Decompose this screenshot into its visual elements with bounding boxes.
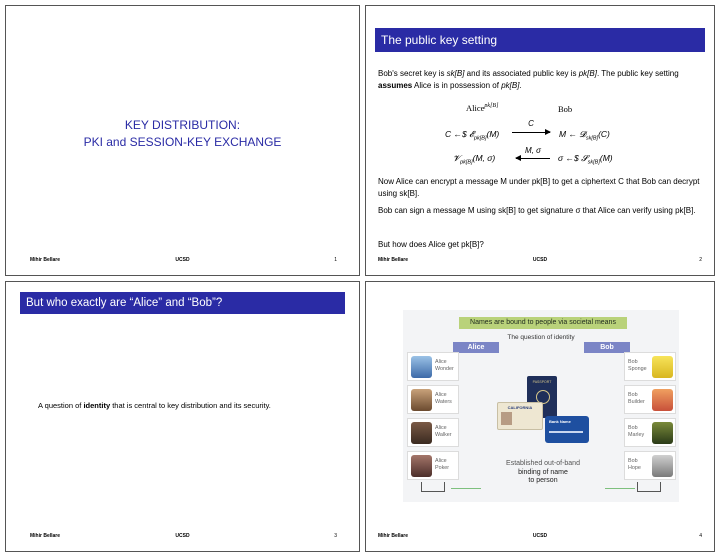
footer-author: Mihir Bellare — [30, 257, 61, 263]
alice-card — [407, 418, 459, 447]
bank-card-image — [545, 416, 589, 443]
left-connector-line — [451, 488, 481, 489]
footer-author: Mihir Bellare — [378, 533, 409, 539]
verify-expression: 𝓥$_{pk[B]}$(M, σ) — [453, 153, 496, 166]
passport-label: PASSPORT — [532, 380, 552, 384]
slide-2-footer — [366, 257, 714, 267]
slide-1-title-line2: PKI and SESSION-KEY EXCHANGE — [83, 135, 282, 149]
avatar — [411, 455, 432, 477]
right-arrow-icon — [512, 132, 550, 133]
avatar — [652, 422, 673, 444]
decrypt-expression: M ← 𝓓$_{sk[B]}$(C) — [559, 129, 610, 142]
ciphertext-arrow-label: C — [528, 119, 534, 128]
caption-line2: binding of name — [518, 468, 568, 476]
avatar — [411, 356, 432, 378]
slide-1-title-line1: KEY DISTRIBUTION: — [124, 118, 241, 132]
slide-number: 3 — [334, 533, 337, 539]
bob-name: Bob Builder — [628, 392, 645, 405]
caption-line3: to person — [528, 477, 558, 484]
signature-arrow-label: M, σ — [525, 146, 541, 155]
identity-figure — [403, 310, 679, 502]
footer-org: UCSD — [175, 533, 190, 539]
avatar — [411, 389, 432, 411]
figure-caption — [483, 460, 603, 486]
slide-2-paragraph-3: Bob can sign a message M using sk[B] to get signature σ that Alice can verify using pk[B]. — [378, 206, 696, 215]
footer-org: UCSD — [532, 533, 548, 539]
slide-1-footer — [6, 257, 359, 267]
slide-number: 4 — [699, 533, 702, 539]
alice-name: Alice Wonder — [435, 359, 454, 372]
slide-2-paragraph-4: But how does Alice get pk[B]? — [378, 240, 484, 249]
slide-3 — [5, 281, 360, 552]
left-bracket — [421, 482, 445, 492]
alice-card — [407, 385, 459, 414]
avatar — [652, 455, 673, 477]
license-photo — [501, 412, 512, 425]
alice-card — [407, 352, 459, 381]
alice-card — [407, 451, 459, 480]
bob-card — [624, 451, 676, 480]
bob-header: Bob — [584, 342, 630, 353]
footer-org: UCSD — [532, 257, 548, 263]
slide-2-title: The public key setting — [375, 28, 705, 52]
bob-card — [624, 352, 676, 381]
footer-org: UCSD — [175, 257, 190, 263]
footer-author: Mihir Bellare — [30, 533, 61, 539]
alice-name: Alice Poker — [435, 458, 450, 471]
avatar — [652, 389, 673, 411]
card-number — [549, 431, 583, 433]
sign-expression: σ ←$ 𝓢$_{sk[B]}$(M) — [558, 153, 613, 166]
bob-label: Bob — [558, 104, 573, 114]
slide-2-paragraph-2: Now Alice can encrypt a message M under pk[B] to get a ciphertext C that Bob can decrypt using sk[B]. — [378, 177, 700, 198]
slide-4 — [365, 281, 715, 552]
slide-2 — [365, 5, 715, 276]
bob-name: Bob Marley — [628, 425, 645, 438]
encrypt-expression: C ←$ 𝓔$_{pk[B]}$(M) — [445, 129, 500, 142]
drivers-license-image — [497, 402, 543, 430]
slide-2-paragraph-1: Bob's secret key is sk[B] and its associated public key is pk[B]. The public key setting assumes Alice is in possession of pk[B]. — [378, 69, 679, 90]
avatar — [411, 422, 432, 444]
figure-subheading: The question of identity — [507, 334, 575, 341]
slide-3-footer — [6, 533, 359, 543]
footer-author: Mihir Bellare — [378, 257, 409, 263]
right-connector-line — [605, 488, 635, 489]
figure-banner: Names are bound to people via societal means — [459, 317, 627, 329]
bank-label: Bank Name — [549, 419, 571, 424]
slide-3-text: A question of identity that is central to key distribution and its security. — [38, 401, 271, 410]
slide-4-footer — [366, 533, 714, 543]
bob-name: Bob Sponge — [628, 359, 647, 372]
slide-3-title: But who exactly are “Alice” and “Bob”? — [20, 292, 345, 314]
avatar — [652, 356, 673, 378]
alice-name: Alice Walker — [435, 425, 452, 438]
bob-name: Bob Hope — [628, 458, 641, 471]
alice-header: Alice — [453, 342, 499, 353]
slide-1 — [5, 5, 360, 276]
alice-name: Alice Waters — [435, 392, 452, 405]
caption-line1: Established out-of-band — [506, 460, 580, 467]
bob-card — [624, 385, 676, 414]
license-label: CALIFORNIA — [507, 405, 533, 410]
left-arrow-icon — [516, 158, 550, 159]
alice-label: Alice$^{pk[B]}$ — [466, 103, 499, 113]
slide-number: 2 — [699, 257, 702, 263]
slide-1-title — [6, 117, 359, 151]
bob-card — [624, 418, 676, 447]
right-bracket — [637, 482, 661, 492]
slide-number: 1 — [334, 257, 337, 263]
